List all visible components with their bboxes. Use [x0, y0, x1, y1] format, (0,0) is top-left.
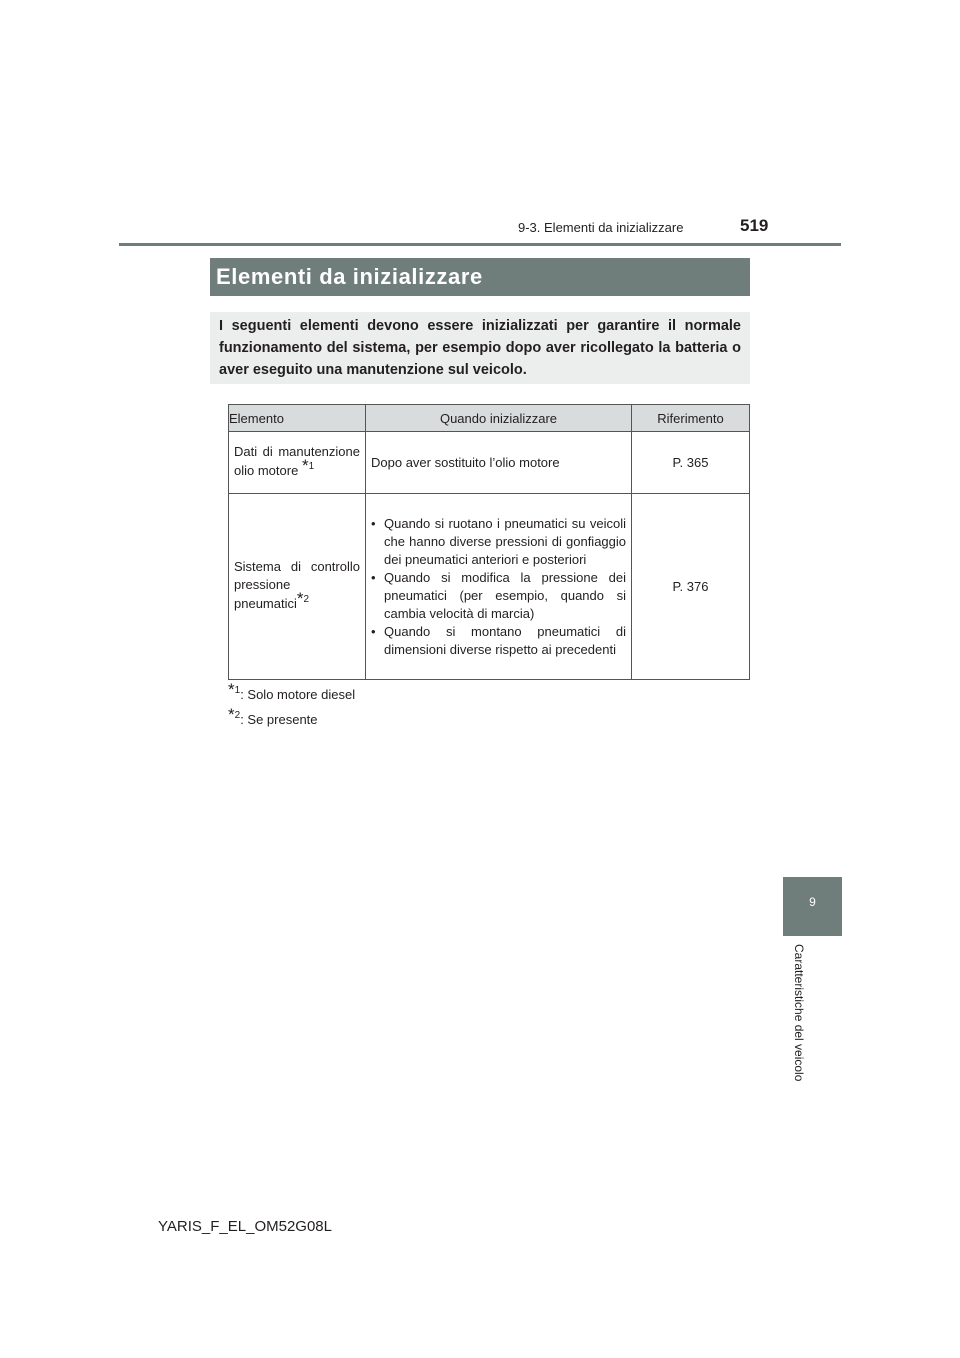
document-code: YARIS_F_EL_OM52G08L	[158, 1218, 332, 1235]
title-banner	[210, 258, 750, 296]
footnote-number: 2	[234, 710, 241, 721]
footnote-star: *	[301, 456, 309, 475]
footnote	[228, 680, 356, 704]
when-list	[371, 515, 626, 659]
page-number: 519	[740, 216, 769, 235]
reference-cell: P. 365	[632, 432, 750, 494]
footnote-star: *	[296, 589, 304, 608]
table-header-row	[229, 405, 750, 432]
footnote	[228, 705, 318, 729]
section-header: 9-3. Elementi da inizializzare	[518, 220, 684, 235]
chapter-label	[790, 944, 808, 1094]
footnote-star: *	[228, 680, 235, 699]
footnote-number: 1	[308, 461, 315, 472]
when-cell	[366, 494, 632, 680]
table-row	[229, 494, 750, 680]
chapter-tab: 9	[783, 877, 842, 936]
table-row	[229, 432, 750, 494]
footnote-number: 2	[303, 594, 310, 605]
maintenance-table	[228, 404, 750, 680]
list-item: • Quando si montano pneumatici di dimensioni diverse rispetto ai precedenti	[371, 623, 626, 659]
column-header-when: Quando inizializzare	[366, 405, 632, 432]
header-divider	[119, 243, 841, 246]
element-name: Dati di manutenzione olio motore	[234, 444, 360, 478]
list-item: • Quando si modifica la pressione dei pneumatici (per esempio, quando si cambia velocità di marcia)	[371, 569, 626, 623]
reference-cell: P. 376	[632, 494, 750, 680]
footnote-star: *	[228, 705, 235, 724]
element-cell	[229, 494, 366, 680]
element-cell	[229, 432, 366, 494]
chapter-label-text: Caratteristiche del veicolo	[792, 944, 806, 1082]
column-header-reference: Riferimento	[632, 405, 750, 432]
page-title: Elementi da inizializzare	[216, 264, 483, 289]
footnote-number: 1	[234, 685, 241, 696]
list-item: • Quando si ruotano i pneumatici su veicoli che hanno diverse pressioni di gonfiaggio dei pneumatici anteriori e posteriori	[371, 515, 626, 569]
element-name: Sistema di controllo pressione pneumatici	[234, 559, 360, 611]
footnote-text: : Solo motore diesel	[240, 687, 356, 702]
column-header-element: Elemento	[229, 405, 366, 432]
intro-box	[210, 312, 750, 384]
when-cell: Dopo aver sostituito l’olio motore	[366, 432, 632, 494]
footnote-text: : Se presente	[240, 712, 318, 727]
intro-text: I seguenti elementi devono essere inizializzati per garantire il normale funzionamento del sistema, per esempio dopo aver ricollegato la batteria o aver eseguito una manutenzione sul veicolo.	[219, 318, 741, 378]
